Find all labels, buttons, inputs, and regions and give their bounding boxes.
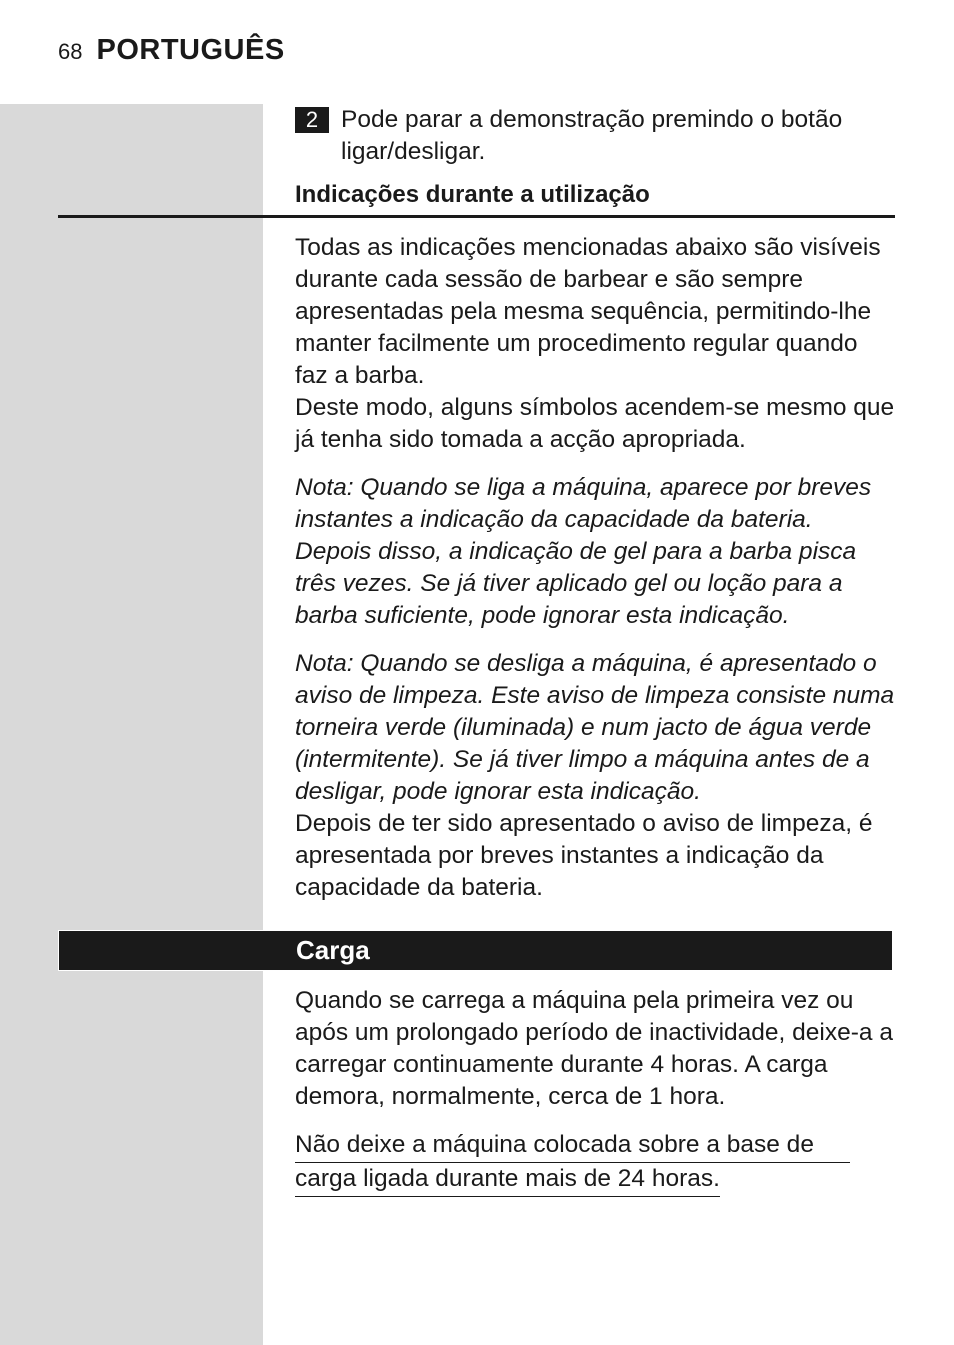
section-title-carga: Carga: [296, 935, 370, 965]
paragraph: Deste modo, alguns símbolos acendem-se mesmo que já tenha sido tomada a acção apropriada.: [295, 394, 895, 453]
section-band-carga: [58, 930, 893, 971]
warning-line: carga ligada durante mais de 24 horas.: [295, 1163, 720, 1197]
left-margin-panel: [0, 104, 263, 1345]
page-header: [58, 34, 285, 74]
warning-line: Não deixe a máquina colocada sobre a base de: [295, 1129, 850, 1163]
section-divider: [58, 215, 895, 218]
step-text: Pode parar a demonstração premindo o botão ligar/desligar.: [341, 106, 843, 165]
paragraph: Todas as indicações mencionadas abaixo são visíveis durante cada sessão de barbear e são sempre apresentadas pela mesma sequência, permitindo-lhe manter facilmente um procedimento regular quando faz a barba.: [295, 234, 881, 389]
step-item: [295, 104, 895, 168]
step-number-badge: 2: [295, 107, 329, 133]
note-paragraph: Nota: Quando se desliga a máquina, é apresentado o aviso de limpeza. Este aviso de limpeza consiste numa torneira verde (iluminada) e num jacto de água verde (intermitente). Se já tiver limpo a máquina antes de a desligar, pode ignorar esta indicação.: [295, 650, 895, 805]
section-body-carga: [295, 985, 895, 1197]
paragraph: Depois de ter sido apresentado o aviso de limpeza, é apresentada por breves instantes a indicação da capacidade da bateria.: [295, 810, 873, 901]
language-title: PORTUGUÊS: [96, 34, 285, 66]
section-body-indicacoes: [295, 232, 895, 904]
paragraph: Quando se carrega a máquina pela primeira vez ou após um prolongado período de inactividade, deixe-a a carregar continuamente durante 4 horas. A carga demora, normalmente, cerca de 1 hora.: [295, 987, 893, 1110]
section-title-indicacoes: Indicações durante a utilização: [295, 181, 650, 208]
page-number: 68: [58, 39, 83, 64]
note-paragraph: Nota: Quando se liga a máquina, aparece por breves instantes a indicação da capacidade da bateria. Depois disso, a indicação de gel para a barba pisca três vezes. Se já tiver aplicado gel ou loção para a barba suficiente, pode ignorar esta indicação.: [295, 474, 872, 629]
warning-text: [295, 1129, 895, 1197]
